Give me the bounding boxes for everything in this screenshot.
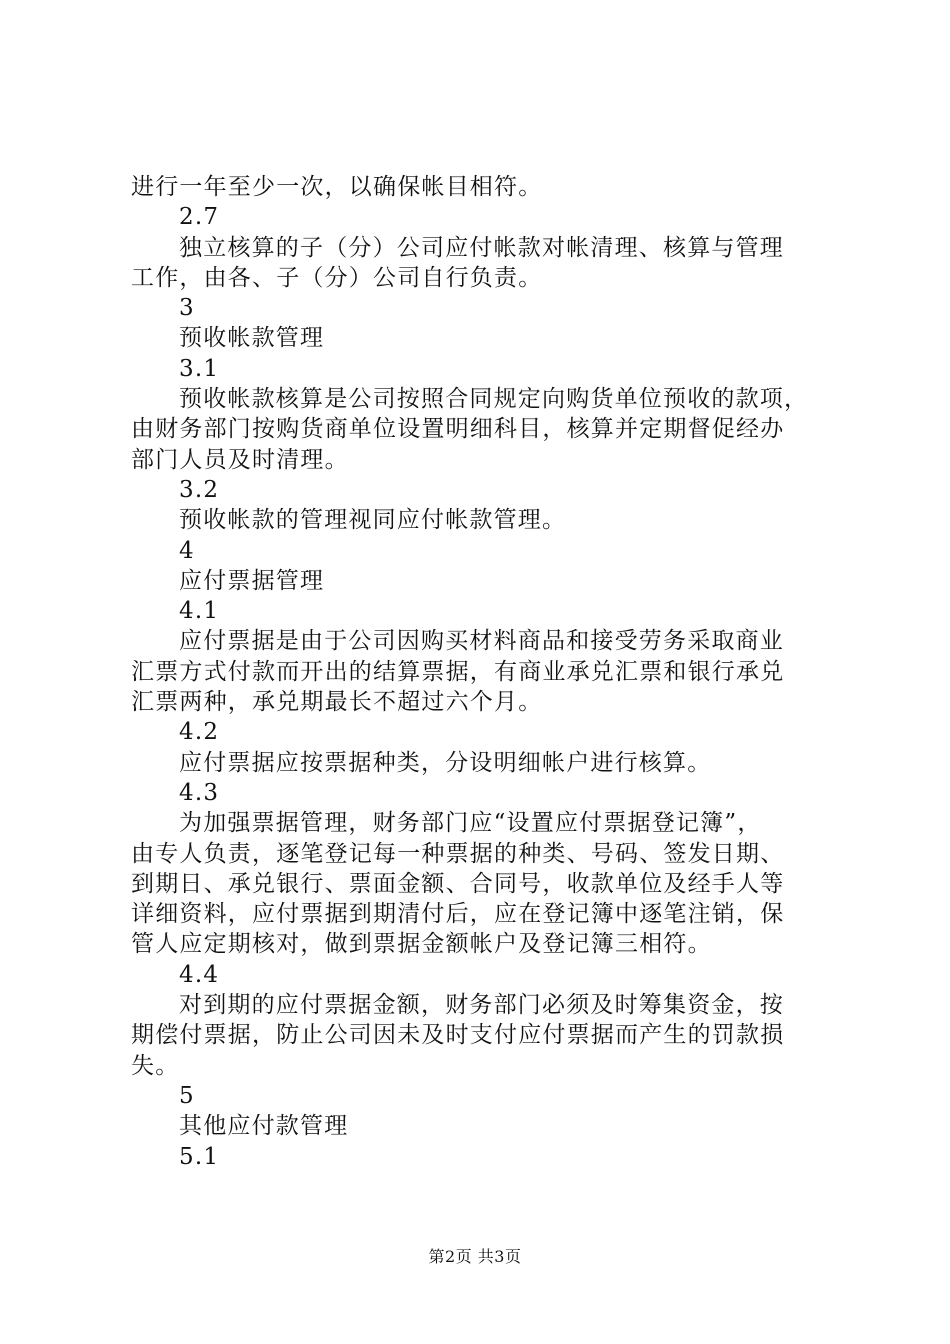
- section-number: 4.2: [179, 719, 220, 746]
- text-line: 由财务部门按购货商单位设置明细科目，核算并定期督促经办: [131, 416, 785, 443]
- document-body: [131, 172, 831, 1172]
- page-footer: 第2页 共3页: [428, 1247, 522, 1266]
- section-number: 4.4: [179, 961, 220, 988]
- text-line: 期偿付票据，防止公司因未及时支付应付票据而产生的罚款损: [131, 1022, 785, 1049]
- section-heading: 其他应付款管理: [179, 1113, 349, 1140]
- text-line: 详细资料，应付票据到期清付后，应在登记簿中逐笔注销，保: [131, 901, 785, 928]
- section-heading: 应付票据管理: [179, 567, 325, 594]
- text-line: 部门人员及时清理。: [131, 446, 349, 473]
- text-line: 对到期的应付票据金额，财务部门必须及时筹集资金，按: [179, 992, 784, 1019]
- section-number: 3: [179, 295, 195, 322]
- section-number: 3.1: [179, 355, 220, 382]
- section-number: 5.1: [179, 1143, 220, 1170]
- text-line: 汇票方式付款而开出的结算票据，有商业承兑汇票和银行承兑: [131, 658, 785, 685]
- section-heading: 预收帐款管理: [179, 325, 325, 352]
- section-number: 5: [179, 1082, 195, 1109]
- text-line: 汇票两种，承兑期最长不超过六个月。: [131, 689, 543, 716]
- text-line: 预收帐款的管理视同应付帐款管理。: [179, 507, 567, 534]
- text-line: 管人应定期核对，做到票据金额帐户及登记簿三相符。: [131, 931, 712, 958]
- section-number: 4.1: [179, 598, 220, 625]
- section-number: 4.3: [179, 779, 220, 806]
- section-number: 2.7: [179, 204, 220, 231]
- text-line: 为加强票据管理，财务部门应“设置应付票据登记簿”，: [179, 810, 762, 837]
- text-line: 进行一年至少一次，以确保帐目相符。: [131, 174, 543, 200]
- section-number: 4: [179, 537, 195, 564]
- text-line: 工作，由各、子（分）公司自行负责。: [131, 264, 543, 291]
- text-line: 预收帐款核算是公司按照合同规定向购货单位预收的款项，: [179, 386, 809, 413]
- text-line: 独立核算的子（分）公司应付帐款对帐清理、核算与管理: [179, 234, 784, 261]
- text-line: 失。: [131, 1052, 180, 1079]
- text-line: 到期日、承兑银行、票面金额、合同号，收款单位及经手人等: [131, 870, 785, 897]
- section-number: 3.2: [179, 476, 220, 503]
- text-line: 应付票据应按票据种类，分设明细帐户进行核算。: [179, 749, 712, 776]
- text-line: 由专人负责，逐笔登记每一种票据的种类、号码、签发日期、: [131, 840, 785, 867]
- text-line: 应付票据是由于公司因购买材料商品和接受劳务采取商业: [179, 628, 784, 655]
